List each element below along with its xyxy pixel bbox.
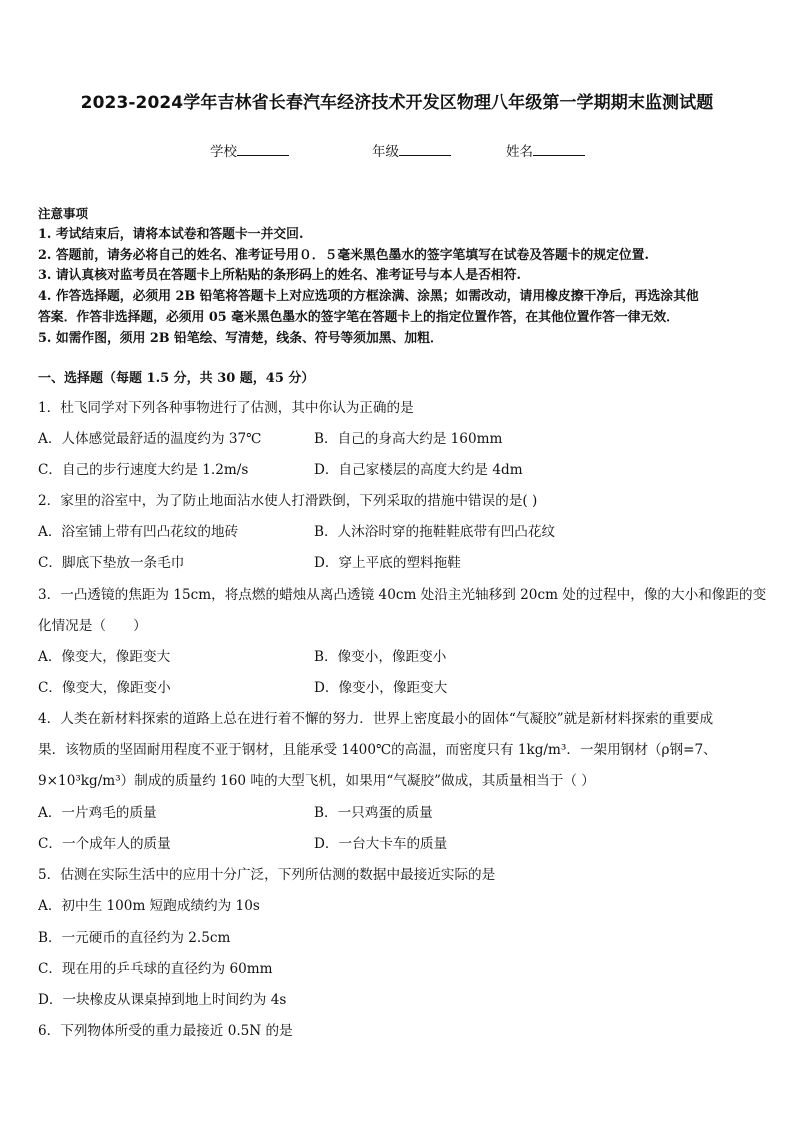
notice-item: 1. 考试结束后，请将本试卷和答题卡一并交回. xyxy=(38,226,304,242)
student-info-row xyxy=(0,140,794,160)
name-field xyxy=(506,140,585,160)
grade-blank xyxy=(399,141,451,156)
question-3-option-c: C．像变大，像距变小 xyxy=(38,680,171,696)
notice-item: 3. 请认真核对监考员在答题卡上所粘贴的条形码上的姓名、准考证号与本人是否相符. xyxy=(38,268,521,284)
question-4-stem-line-2: 果．该物质的坚固耐用程度不亚于钢材，且能承受 1400℃的高温，而密度只有 1kg/m³．一架用钢材（ρ钢=7、 xyxy=(38,742,717,758)
school-label: 学校 xyxy=(210,144,237,160)
question-4-stem-line-3: 9×10³kg/m³）制成的质量约 160 吨的大型飞机，如果用“气凝胶”做成，其质量相当于（ ） xyxy=(38,773,595,789)
question-1-option-c: C．自己的步行速度大约是 1.2m/s xyxy=(38,462,249,478)
question-5-option-a: A．初中生 100m 短跑成绩约为 10s xyxy=(38,898,260,914)
question-4-option-d: D．一台大卡车的质量 xyxy=(314,836,448,852)
school-blank xyxy=(237,141,289,156)
notice-block xyxy=(38,204,760,350)
question-4-option-a: A．一片鸡毛的质量 xyxy=(38,805,157,821)
section-heading: 一、选择题（每题 1.5 分，共 30 题，45 分） xyxy=(38,371,315,386)
question-1-option-a: A．人体感觉最舒适的温度约为 37℃ xyxy=(38,431,262,447)
notice-item: 答案．作答非选择题，必须用 05 毫米黑色墨水的签字笔在答题卡上的指定位置作答，在其他位置作答一律无效． xyxy=(38,309,679,325)
question-3-option-b: B．像变小，像距变小 xyxy=(314,649,447,665)
question-4-stem-line-1: 4．人类在新材料探索的道路上总在进行着不懈的努力．世界上密度最小的固体“气凝胶”就是新材料探索的重要成 xyxy=(38,711,714,727)
question-1-option-d: D．自己家楼层的高度大约是 4dm xyxy=(314,462,523,478)
question-1-option-b: B．自己的身高大约是 160mm xyxy=(314,431,503,447)
question-5-option-d: D．一块橡皮从课桌掉到地上时间约为 4s xyxy=(38,992,287,1008)
question-4-option-b: B．一只鸡蛋的质量 xyxy=(314,805,433,821)
exam-title: 2023-2024学年吉林省长春汽车经济技术开发区物理八年级第一学期期末监测试题 xyxy=(80,93,714,113)
name-blank xyxy=(533,141,585,156)
notice-heading: 注意事项 xyxy=(38,206,89,221)
question-5-option-c: C．现在用的乒乓球的直径约为 60mm xyxy=(38,961,273,977)
notice-item: 5. 如需作图，须用 2B 铅笔绘、写清楚，线条、符号等须加黑、加粗． xyxy=(38,330,443,346)
name-label: 姓名 xyxy=(506,144,533,160)
grade-field xyxy=(372,140,451,160)
question-2-option-a: A．浴室铺上带有凹凸花纹的地砖 xyxy=(38,524,239,540)
question-2-stem: 2．家里的浴室中，为了防止地面沾水使人打滑跌倒，下列采取的措施中错误的是( ) xyxy=(38,493,538,509)
notice-item: 4. 作答选择题，必须用 2B 铅笔将答题卡上对应选项的方框涂满、涂黑；如需改动，请用橡皮擦干净后，再选涂其他 xyxy=(38,289,699,305)
question-6-stem: 6．下列物体所受的重力最接近 0.5N 的是 xyxy=(38,1023,293,1039)
question-2-option-d: D．穿上平底的塑料拖鞋 xyxy=(314,555,461,571)
question-3-option-a: A．像变大，像距变大 xyxy=(38,649,171,665)
grade-label: 年级 xyxy=(372,144,399,160)
question-4-option-c: C．一个成年人的质量 xyxy=(38,836,171,852)
school-field xyxy=(210,140,289,160)
question-1-stem: 1．杜飞同学对下列各种事物进行了估测，其中你认为正确的是 xyxy=(38,400,414,416)
question-3-option-d: D．像变小，像距变大 xyxy=(314,680,448,696)
question-2-option-c: C．脚底下垫放一条毛巾 xyxy=(38,555,185,571)
question-5-stem: 5．估测在实际生活中的应用十分广泛，下列所估测的数据中最接近实际的是 xyxy=(38,867,496,883)
question-3-stem-line-2: 化情况是（ ） xyxy=(38,618,147,634)
notice-item: 2. 答题前，请务必将自己的姓名、准考证号用０．５毫米黑色墨水的签字笔填写在试卷及答题卡的规定位置. xyxy=(38,247,649,263)
question-2-option-b: B．人沐浴时穿的拖鞋鞋底带有凹凸花纹 xyxy=(314,524,556,540)
question-3-stem-line-1: 3．一凸透镜的焦距为 15cm，将点燃的蜡烛从离凸透镜 40cm 处沿主光轴移到 20cm 处的过程中，像的大小和像距的变 xyxy=(38,587,767,603)
question-5-option-b: B．一元硬币的直径约为 2.5cm xyxy=(38,930,231,946)
